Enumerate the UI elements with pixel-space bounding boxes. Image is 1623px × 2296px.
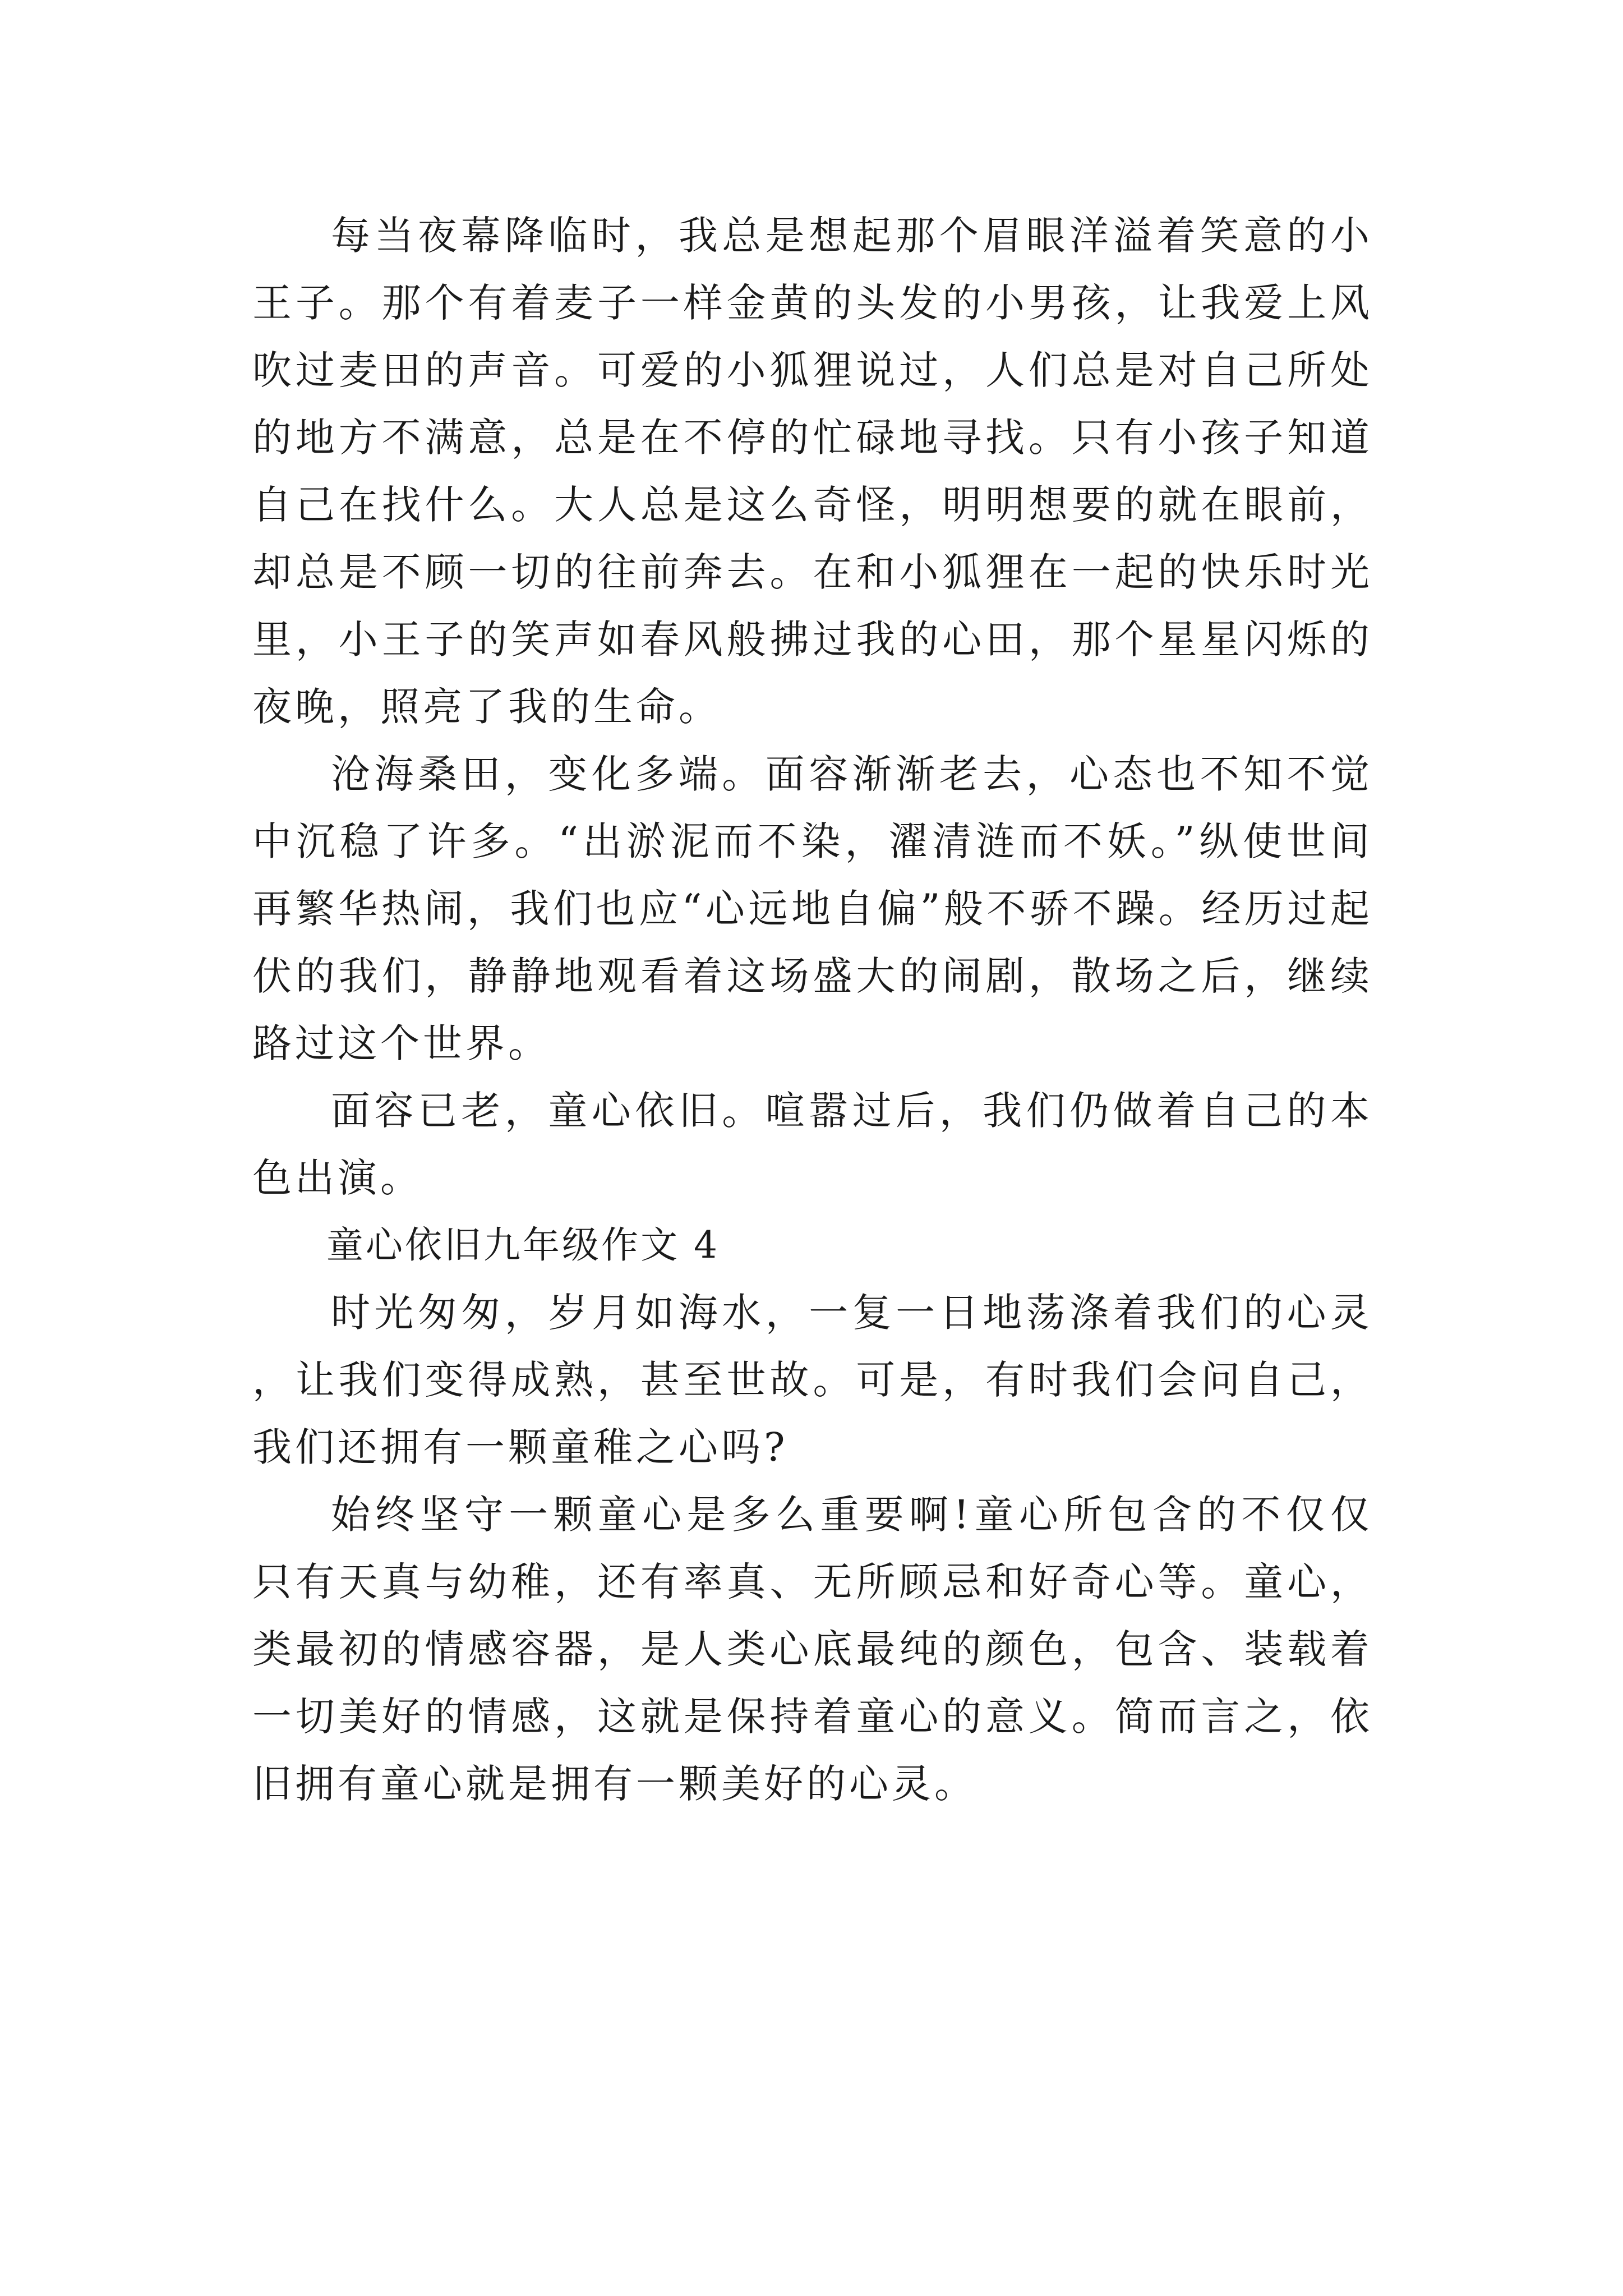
- paragraph-keep-childlike-heart: 始终坚守一颗童心是多么重要啊!童心所包含的不仅仅只有天真与幼稚，还有率真、无所顾忌和好奇心等。童心，类最初的情感容器，是人类心底最纯的颜色，包含、装载着一切美好的情感，这就是保持着童心的意义。简而言之，依旧拥有童心就是拥有一颗美好的心灵。: [252, 1492, 1373, 1807]
- paragraph-childlike-heart: 面容已老，童心依旧。喧嚣过后，我们仍做着自己的本色出演。: [252, 1088, 1373, 1201]
- document-body: [252, 202, 1373, 1818]
- paragraph-vicissitudes: 沧海桑田，变化多端。面容渐渐老去，心态也不知不觉中沉稳了许多。“出淤泥而不染，濯清涟而不妖。”纵使世间再繁华热闹，我们也应“心远地自偏”般不骄不躁。经历过起伏的我们，静静地观看着这场盛大的闹剧，散场之后，继续路过这个世界。: [252, 751, 1373, 1066]
- section-title: 童心依旧九年级作文 4: [326, 1223, 720, 1267]
- paragraph-time-passes: 时光匆匆，岁月如海水，一复一日地荡涤着我们的心灵，让我们变得成熟，甚至世故。可是，有时我们会问自己，我们还拥有一颗童稚之心吗?: [252, 1290, 1373, 1470]
- paragraph-little-prince: 每当夜幕降临时，我总是想起那个眉眼洋溢着笑意的小王子。那个有着麦子一样金黄的头发的小男孩，让我爱上风吹过麦田的声音。可爱的小狐狸说过，人们总是对自己所处的地方不满意，总是在不停的忙碌地寻找。只有小孩子知道自己在找什么。大人总是这么奇怪，明明想要的就在眼前，却总是不顾一切的往前奔去。在和小狐狸在一起的快乐时光里，小王子的笑声如春风般拂过我的心田，那个星星闪烁的夜晚，照亮了我的生命。: [252, 213, 1373, 730]
